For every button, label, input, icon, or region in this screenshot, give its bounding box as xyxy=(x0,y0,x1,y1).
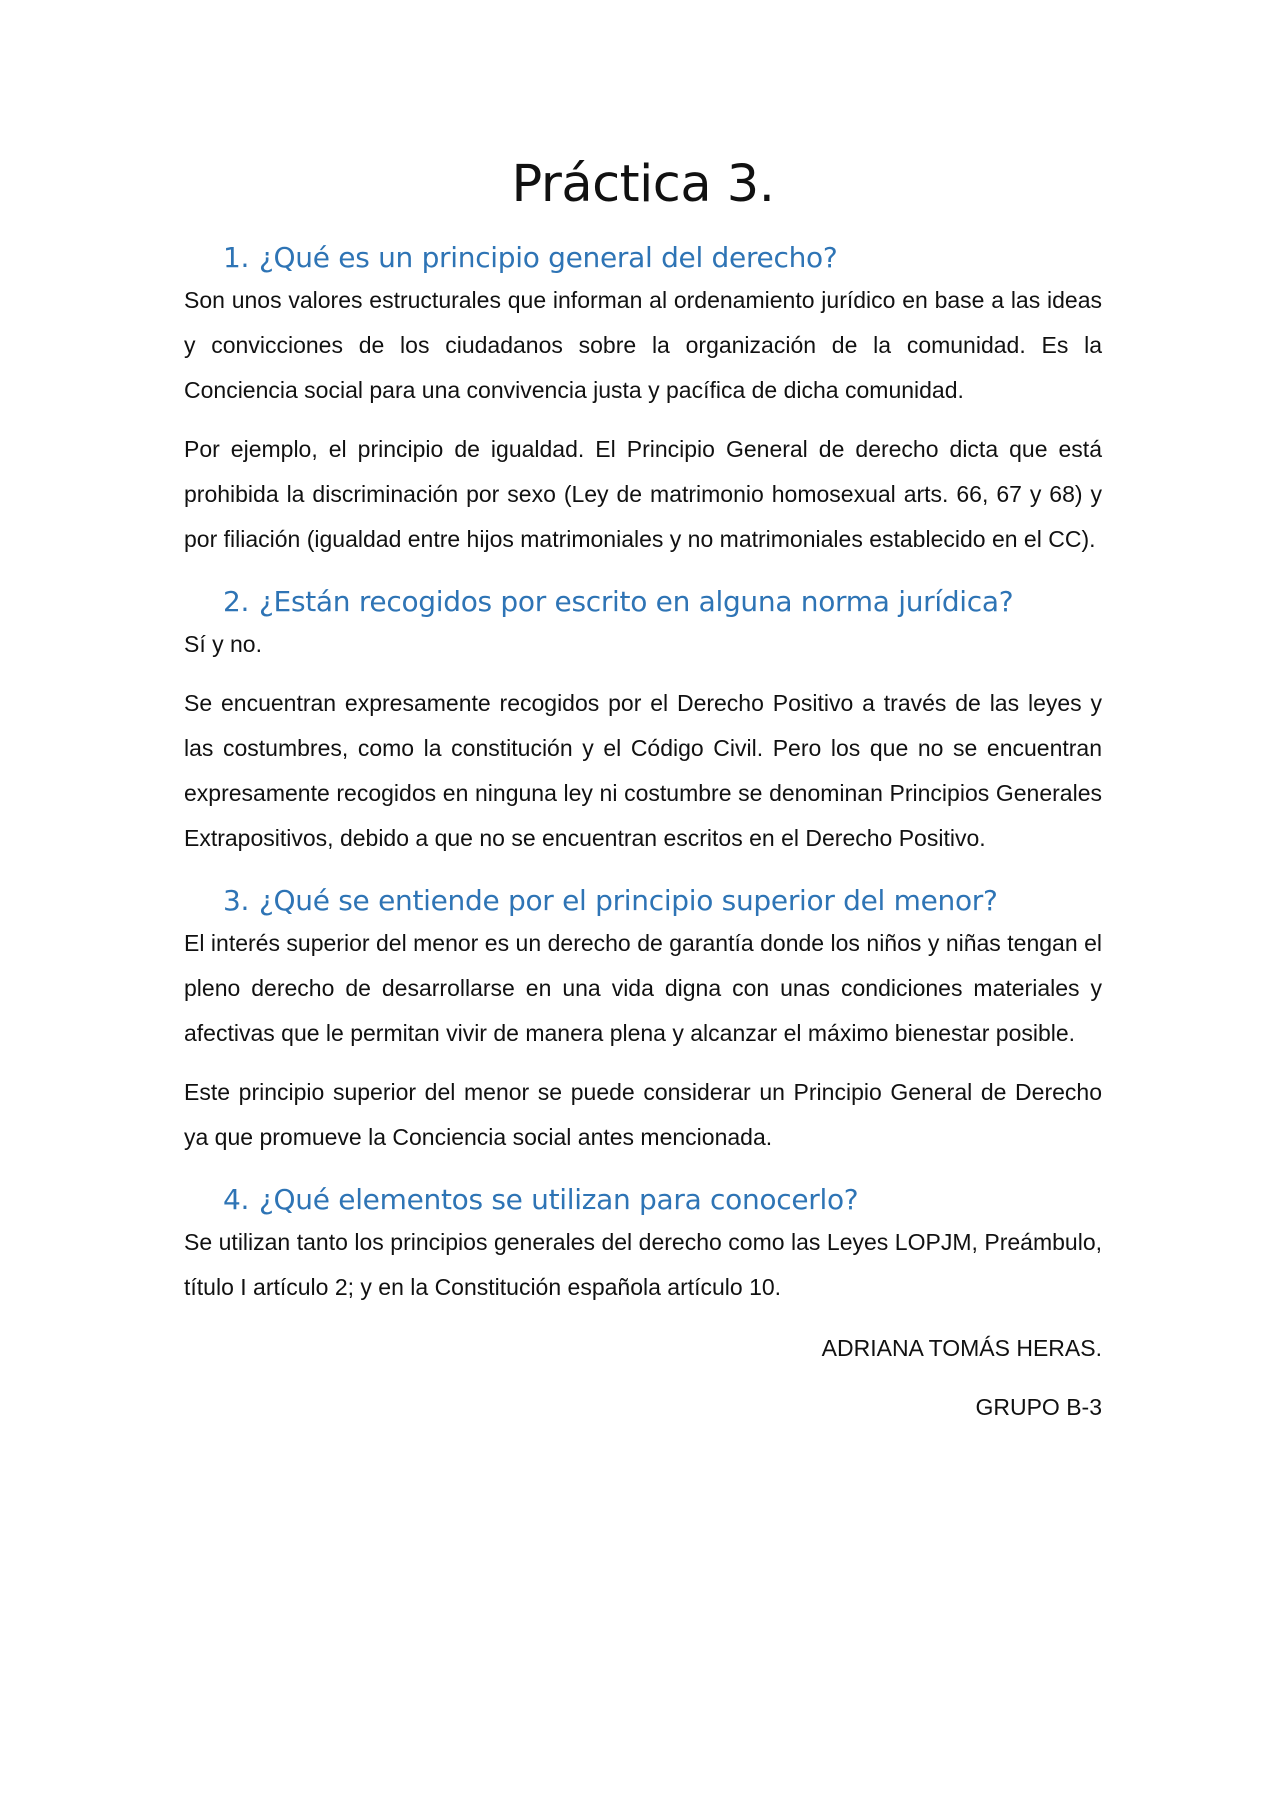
question-number: 3. xyxy=(223,884,250,917)
author-name: ADRIANA TOMÁS HERAS. xyxy=(821,1335,1102,1361)
document-content xyxy=(184,150,1102,1430)
question-number: 1. xyxy=(223,241,250,274)
answer-paragraph: Este principio superior del menor se puede considerar un Principio General de Derecho ya que promueve la Conciencia social antes mencionada. xyxy=(184,1079,1102,1150)
group-label: GRUPO B-3 xyxy=(975,1394,1102,1420)
answer-paragraph: Se utilizan tanto los principios generales del derecho como las Leyes LOPJM, Preámbulo, título I artículo 2; y en la Constitución española artículo 10. xyxy=(184,1229,1102,1300)
page-title: Práctica 3. xyxy=(511,155,775,214)
question-text: ¿Qué elementos se utilizan para conocerlo? xyxy=(259,1183,859,1216)
question-heading-2 xyxy=(184,582,1102,622)
answer-paragraph: Son unos valores estructurales que informan al ordenamiento jurídico en base a las ideas y convicciones de los ciudadanos sobre la organización de la comunidad. Es la Conciencia social para una convivencia justa y pacífica de dicha comunidad. xyxy=(184,287,1102,403)
section-4 xyxy=(184,1180,1102,1310)
answer-paragraph: Sí y no. xyxy=(184,631,262,657)
question-heading-3 xyxy=(184,881,1102,921)
section-1 xyxy=(184,238,1102,562)
question-heading-4 xyxy=(184,1180,1102,1220)
answer-paragraph: Se encuentran expresamente recogidos por el Derecho Positivo a través de las leyes y las costumbres, como la constitución y el Código Civil. Pero los que no se encuentran expresamente recogidos en ninguna ley ni costumbre se denominan Principios Generales Extrapositivos, debido a que no se encuentran escritos en el Derecho Positivo. xyxy=(184,690,1102,851)
question-heading-1 xyxy=(184,238,1102,278)
section-2 xyxy=(184,582,1102,861)
question-text: ¿Qué se entiende por el principio superior del menor? xyxy=(259,884,998,917)
question-text: ¿Qué es un principio general del derecho? xyxy=(259,241,838,274)
answer-paragraph: Por ejemplo, el principio de igualdad. El Principio General de derecho dicta que está prohibida la discriminación por sexo (Ley de matrimonio homosexual arts. 66, 67 y 68) y por filiación (igualdad entre hijos matrimoniales y no matrimoniales establecido en el CC). xyxy=(184,436,1102,552)
question-number: 2. xyxy=(223,585,250,618)
question-text: ¿Están recogidos por escrito en alguna norma jurídica? xyxy=(259,585,1014,618)
section-3 xyxy=(184,881,1102,1160)
answer-paragraph: El interés superior del menor es un derecho de garantía donde los niños y niñas tengan el pleno derecho de desarrollarse en una vida digna con unas condiciones materiales y afectivas que le permitan vivir de manera plena y alcanzar el máximo bienestar posible. xyxy=(184,930,1102,1046)
question-number: 4. xyxy=(223,1183,250,1216)
